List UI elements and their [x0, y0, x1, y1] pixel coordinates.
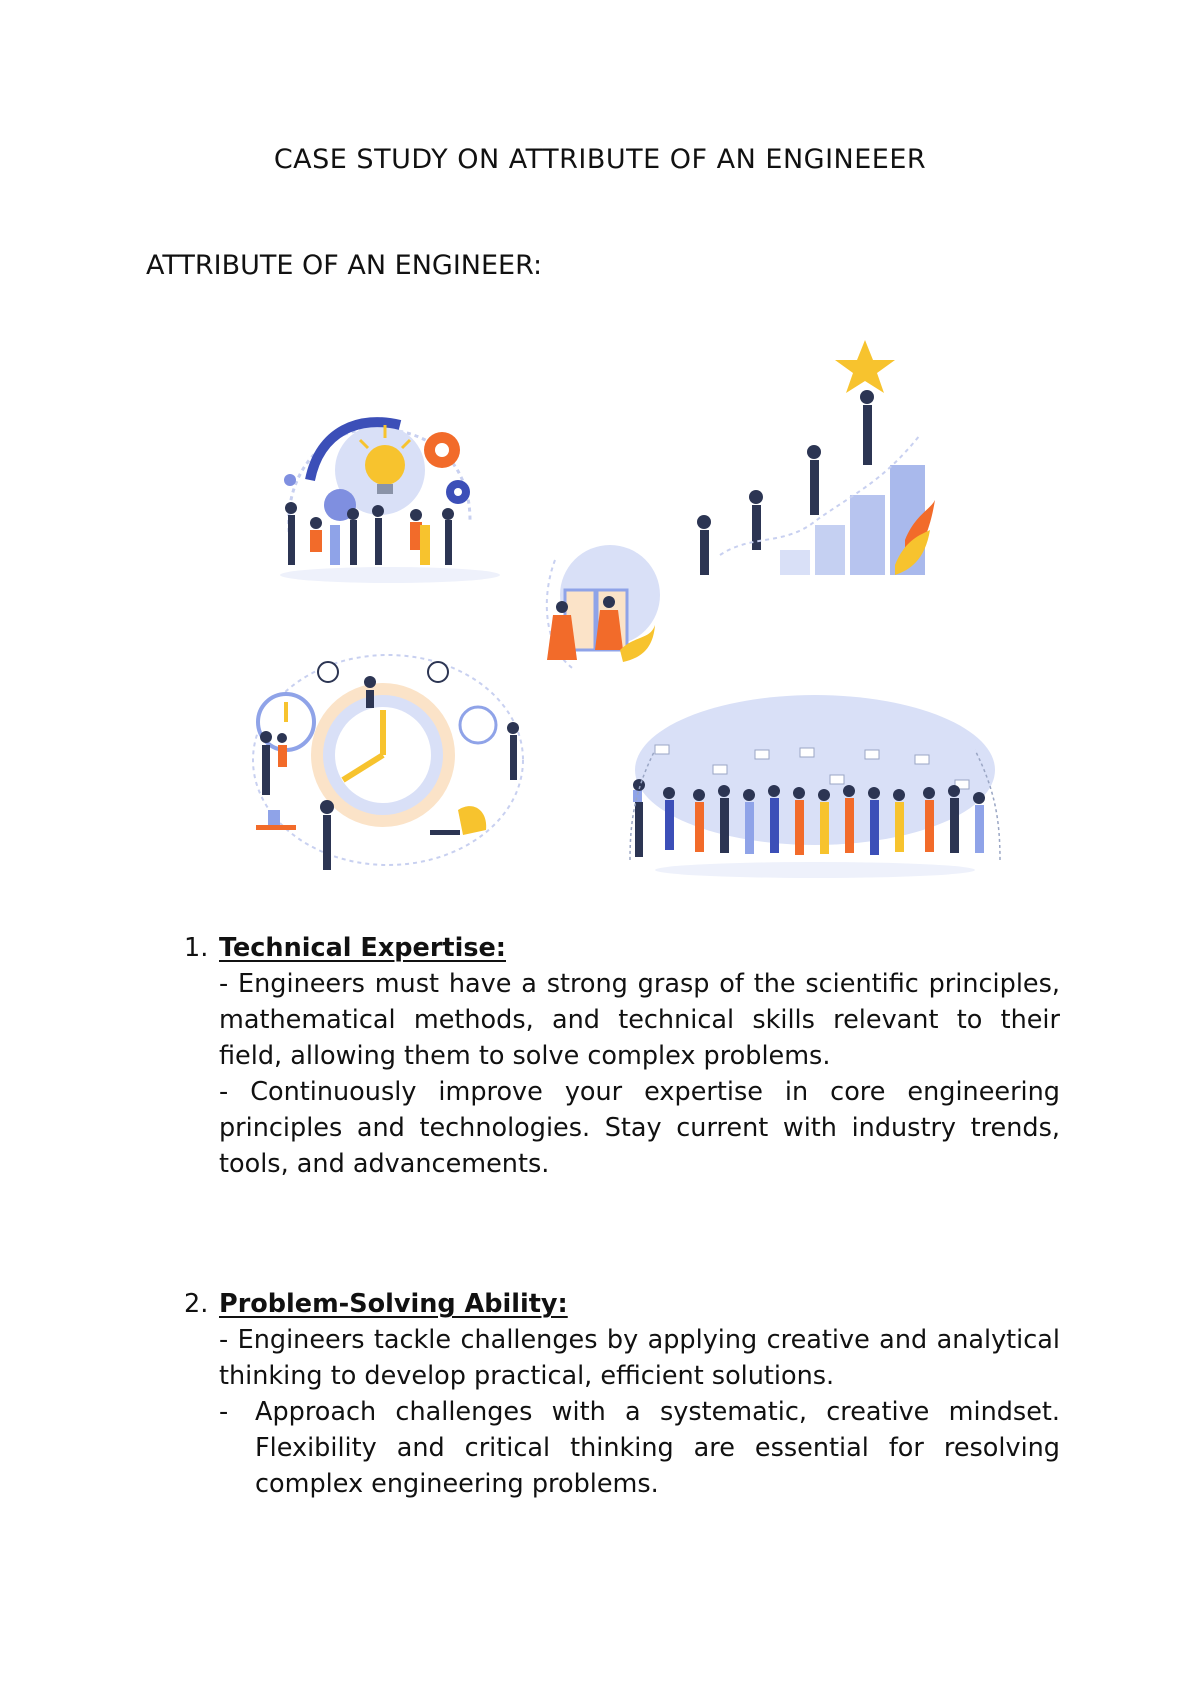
item-number: 2. — [184, 1289, 209, 1319]
item-paragraph: - Engineers tackle challenges by applying creative and analytical thinking to develop practical, efficient solutions. — [219, 1325, 1060, 1391]
item-title: Technical Expertise: — [219, 933, 506, 963]
document-title: CASE STUDY ON ATTRIBUTE OF AN ENGINEEER — [273, 144, 927, 175]
two-people-door-illustration — [535, 540, 665, 675]
attribute-item-technical-expertise — [184, 930, 1060, 1182]
bullet-dash: - — [219, 1397, 229, 1427]
career-stairs-star-illustration — [690, 335, 940, 585]
item-paragraph: - Continuously improve your expertise in core engineering principles and technologies. Stay current with industry trends, tools, and advancements. — [219, 1077, 1060, 1179]
people-networking-illustration — [625, 690, 1005, 885]
time-management-clock-illustration — [248, 650, 528, 875]
bullet-text: Approach challenges with a systematic, creative mindset. Flexibility and critical thinking are essential for resolving complex engineering problems. — [255, 1397, 1060, 1499]
section-heading: ATTRIBUTE OF AN ENGINEER: — [146, 250, 543, 281]
item-paragraph: - Engineers must have a strong grasp of the scientific principles, mathematical methods, and technical skills relevant to their field, allowing them to solve complex problems. — [219, 969, 1060, 1071]
item-title: Problem-Solving Ability: — [219, 1289, 568, 1319]
item-number: 1. — [184, 933, 209, 963]
item-bullet-paragraph — [219, 1394, 1060, 1502]
attribute-item-problem-solving — [184, 1286, 1060, 1502]
idea-gears-team-illustration — [270, 410, 510, 590]
